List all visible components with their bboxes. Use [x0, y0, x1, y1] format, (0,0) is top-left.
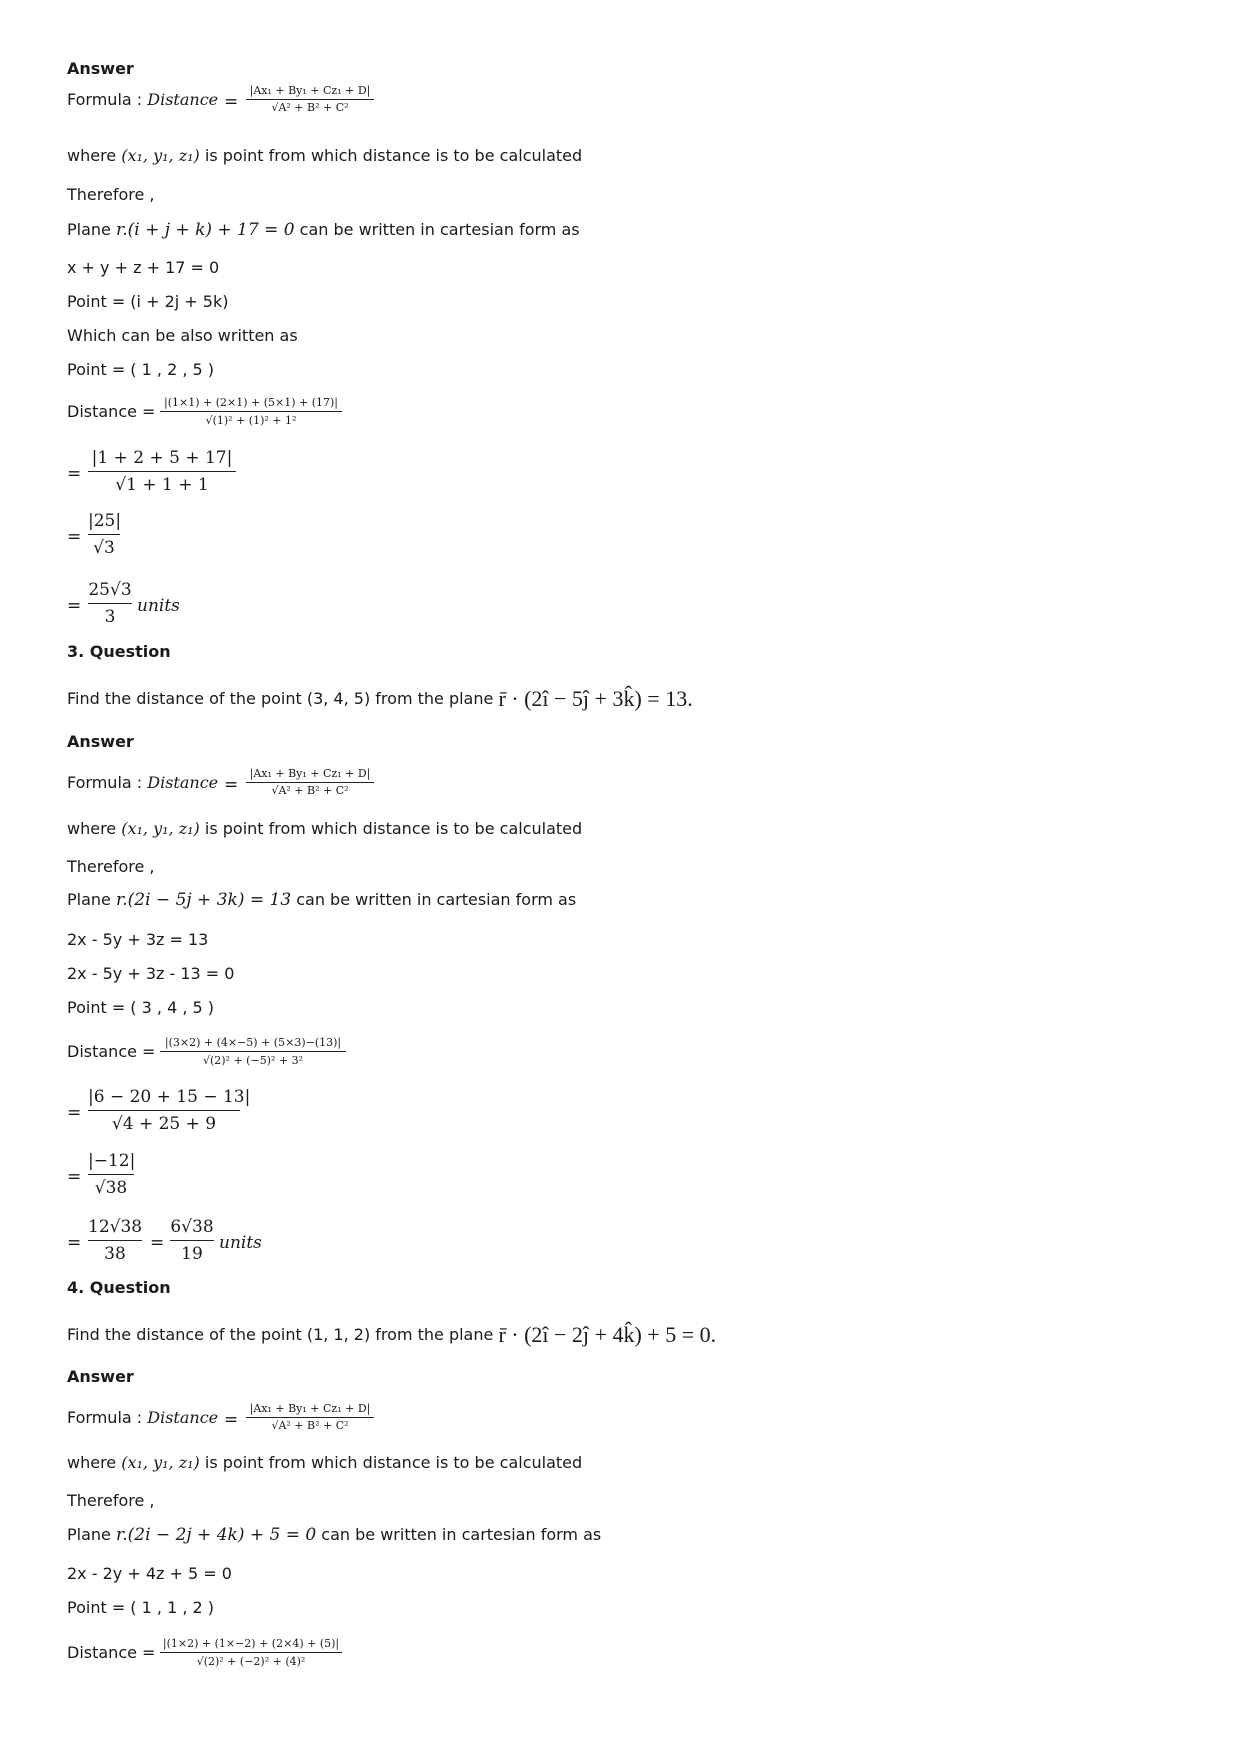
step3-fraction [88, 580, 132, 628]
where-explanation: is point from which distance is to be calculated [199, 1453, 583, 1472]
equals-sign: = [67, 1167, 82, 1187]
cartesian-text: can be written in cartesian form as [316, 1525, 602, 1544]
therefore-line: Therefore , [67, 185, 155, 204]
plane-expression: r.(2i − 5j + 3k) = 13 [115, 890, 292, 910]
distance-denominator: √(1)² + (1)² + 1² [205, 414, 297, 427]
point-line: Point = ( 1 , 1 , 2 ) [67, 1598, 215, 1617]
step1-numerator: |1 + 2 + 5 + 17| [91, 448, 233, 468]
step1-fraction [88, 1087, 251, 1135]
step2-denominator: √38 [94, 1178, 128, 1198]
distance-numerator: |(3×2) + (4×−5) + (5×3)−(13)| [164, 1036, 342, 1049]
answer-heading: Answer [67, 1367, 134, 1386]
fraction-bar [246, 99, 374, 100]
distance-fraction [160, 396, 342, 432]
question-4-heading: 4. Question [67, 1278, 171, 1297]
fraction-bar [88, 1110, 240, 1111]
distance-word: Distance [147, 1408, 219, 1427]
step3a-denominator: 38 [104, 1244, 126, 1264]
equals-sign: = [67, 527, 82, 547]
distance-fraction [160, 1637, 342, 1673]
cartesian-equation: x + y + z + 17 = 0 [67, 258, 220, 277]
fraction-bar [88, 603, 132, 604]
formula-numerator: |Ax₁ + By₁ + Cz₁ + D| [249, 1402, 371, 1415]
step1-denominator: √4 + 25 + 9 [111, 1114, 217, 1134]
equals-sign: = [67, 1103, 82, 1123]
formula-fraction [246, 84, 374, 118]
fraction-bar [88, 471, 236, 472]
where-line [67, 148, 582, 164]
step2-numerator: |−12| [88, 1151, 136, 1171]
fraction-bar [246, 1417, 374, 1418]
formula-numerator: |Ax₁ + By₁ + Cz₁ + D| [249, 767, 371, 780]
where-explanation: is point from which distance is to be calculated [199, 146, 583, 165]
formula-fraction [246, 1402, 374, 1436]
step1-denominator: √1 + 1 + 1 [115, 475, 209, 495]
formula-prefix: Formula : [67, 1408, 148, 1427]
plane-expression: r.(2i − 2j + 4k) + 5 = 0 [115, 1525, 317, 1545]
distance-numerator: |(1×2) + (1×−2) + (2×4) + (5)| [162, 1637, 340, 1650]
formula-prefix: Formula : [67, 90, 148, 109]
step3a-fraction [88, 1217, 142, 1265]
where-word: where [67, 819, 122, 838]
cartesian-equation: 2x - 2y + 4z + 5 = 0 [67, 1564, 232, 1583]
answer-heading: Answer [67, 59, 134, 78]
distance-label: Distance = [67, 402, 156, 421]
step3a-numerator: 12√38 [88, 1217, 143, 1237]
question-3-statement: Find the distance of the point (3, 4, 5) from the plane [67, 689, 499, 708]
question-3-heading: 3. Question [67, 642, 171, 661]
step2-denominator: √3 [93, 538, 115, 558]
step3b-numerator: 6√38 [170, 1217, 214, 1237]
also-written-line: Which can be also written as [67, 326, 298, 345]
where-line [67, 821, 582, 837]
therefore-line: Therefore , [67, 857, 155, 876]
cartesian-equation-zero: 2x - 5y + 3z - 13 = 0 [67, 964, 235, 983]
distance-denominator: √(2)² + (−5)² + 3² [202, 1054, 304, 1067]
plane-word: Plane [67, 220, 116, 239]
plane-word: Plane [67, 1525, 116, 1544]
formula-line [67, 92, 218, 108]
distance-label: Distance = [67, 1042, 156, 1061]
step2-numerator: |25| [88, 511, 122, 531]
point-tuple: (x₁, y₁, z₁) [121, 819, 200, 838]
equals-sign: = [67, 464, 82, 484]
where-word: where [67, 146, 122, 165]
fraction-bar [88, 1174, 134, 1175]
formula-fraction [246, 767, 374, 801]
step2-fraction [88, 511, 120, 559]
formula-numerator: |Ax₁ + By₁ + Cz₁ + D| [249, 84, 371, 97]
plane-line [67, 892, 576, 909]
step1-fraction [88, 448, 236, 496]
step3-numerator: 25√3 [88, 580, 132, 600]
fraction-bar [246, 782, 374, 783]
plane-expression: r.(i + j + k) + 17 = 0 [115, 220, 295, 240]
equals-sign: = [67, 596, 82, 616]
cartesian-text: can be written in cartesian form as [294, 220, 580, 239]
fraction-bar [170, 1240, 214, 1241]
cartesian-text: can be written in cartesian form as [291, 890, 577, 909]
fraction-bar [88, 534, 120, 535]
where-explanation: is point from which distance is to be calculated [199, 819, 583, 838]
distance-numerator: |(1×1) + (2×1) + (5×1) + (17)| [163, 396, 338, 409]
step3b-denominator: 19 [181, 1244, 203, 1264]
point-tuple: (x₁, y₁, z₁) [121, 1453, 200, 1472]
point-line: Point = ( 1 , 2 , 5 ) [67, 360, 215, 379]
plane-line [67, 222, 580, 239]
step1-numerator: |6 − 20 + 15 − 13| [88, 1087, 251, 1107]
cartesian-equation: 2x - 5y + 3z = 13 [67, 930, 209, 949]
formula-line [67, 775, 218, 791]
question-4-text [67, 1322, 717, 1347]
formula-denominator: √A² + B² + C² [271, 1419, 349, 1432]
where-word: where [67, 1453, 122, 1472]
where-line [67, 1455, 582, 1471]
units-label: units [219, 1233, 262, 1253]
plane-word: Plane [67, 890, 116, 909]
step3-denominator: 3 [104, 607, 116, 627]
distance-fraction [160, 1036, 346, 1072]
fraction-bar [88, 1240, 142, 1241]
equals-sign: = [224, 1410, 239, 1430]
formula-denominator: √A² + B² + C² [271, 101, 349, 114]
question-3-text [67, 686, 693, 711]
equals-sign: = [224, 92, 239, 112]
therefore-line: Therefore , [67, 1491, 155, 1510]
point-line: Point = ( 3 , 4 , 5 ) [67, 998, 215, 1017]
equals-sign: = [150, 1233, 165, 1253]
step3b-fraction [170, 1217, 214, 1265]
fraction-bar [160, 1652, 342, 1653]
formula-denominator: √A² + B² + C² [271, 784, 349, 797]
formula-line [67, 1410, 218, 1426]
units-label: units [137, 596, 180, 616]
distance-word: Distance [147, 90, 219, 109]
fraction-bar [160, 1051, 346, 1052]
question-4-statement: Find the distance of the point (1, 1, 2) from the plane [67, 1325, 499, 1344]
equals-sign: = [224, 775, 239, 795]
question-3-vector-equation: r̄ · (2î − 5ĵ + 3k̂) = 13. [498, 686, 693, 711]
distance-denominator: √(2)² + (−2)² + (4)² [196, 1655, 306, 1668]
point-vector-line: Point = (i + 2j + 5k) [67, 292, 229, 311]
point-tuple: (x₁, y₁, z₁) [121, 146, 200, 165]
distance-word: Distance [147, 773, 219, 792]
distance-label: Distance = [67, 1643, 156, 1662]
plane-line [67, 1527, 601, 1544]
step2-fraction [88, 1151, 134, 1199]
fraction-bar [160, 411, 342, 412]
question-4-vector-equation: r̄ · (2î − 2ĵ + 4k̂) + 5 = 0. [498, 1322, 717, 1347]
formula-prefix: Formula : [67, 773, 148, 792]
answer-heading: Answer [67, 732, 134, 751]
equals-sign: = [67, 1233, 82, 1253]
